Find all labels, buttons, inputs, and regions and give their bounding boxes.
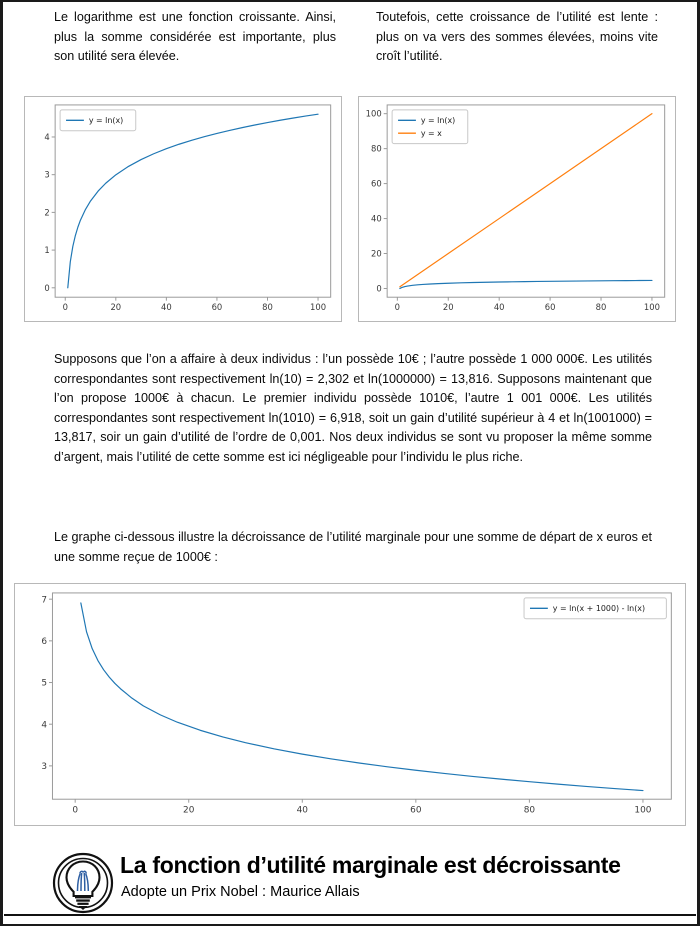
svg-text:y = ln(x): y = ln(x) [420,116,456,126]
svg-text:80: 80 [595,302,607,313]
svg-text:40: 40 [296,805,308,816]
paragraph-top-left: Le logarithme est une fonction croissante. Ainsi, plus la somme considérée est importante, plus son utilité sera élevée. [54,10,336,63]
paragraph-body-1: Supposons que l’on a affaire à deux individus : l’un possède 10€ ; l’autre possède 1 000 000€. Les utilités correspondantes sont respectivement ln(10) = 2,302 et ln(1000000) = 13,816. Supposons maintenant que l’on propose 1000€ à chacun. Le premier individu possède 1010€, l’autre 1 001 000€. Les utilités correspondantes sont respectivement ln(1010) = 6,918, soit un gain d’utilité supérieur à 4 et ln(1001000) = 13,817, soir un gain d’utilité de l’ordre de 0,001. Nos deux individus se sont vu proposer la même somme d’argent, mais l’utilité de cette somme est ici négligeable pour l’individu le plus riche. [54,352,652,464]
chart-ln-x-vs-x-svg [359,97,675,321]
footer-subtitle: Adopte un Prix Nobel : Maurice Allais [121,884,360,900]
svg-text:80: 80 [523,805,536,816]
svg-text:60: 60 [371,178,382,189]
chart-marginal-utility [14,583,686,826]
svg-text:20: 20 [442,302,454,313]
svg-text:5: 5 [41,678,48,689]
svg-text:0: 0 [44,282,50,293]
paragraph-body-2: Le graphe ci-dessous illustre la décroissance de l’utilité marginale pour une somme de départ de x euros et une somme reçue de 1000€ : [54,530,652,564]
svg-text:3: 3 [41,762,48,773]
svg-text:60: 60 [410,805,422,816]
svg-text:80: 80 [262,302,273,313]
svg-text:y = ln(x + 1000) - ln(x): y = ln(x + 1000) - ln(x) [552,604,646,614]
svg-text:0: 0 [72,805,79,816]
chart-ln-x [24,96,342,322]
svg-text:0: 0 [394,302,401,313]
svg-text:100: 100 [365,108,382,119]
svg-text:y = x: y = x [420,129,442,139]
lightbulb-in-circle-icon [52,852,114,914]
svg-text:2: 2 [44,207,50,218]
svg-text:3: 3 [44,169,50,180]
paragraph-top-right: Toutefois, cette croissance de l’utilité est lente : plus on va vers des sommes élevées, moins vite croît l’utilité. [376,10,658,63]
svg-text:0: 0 [62,302,68,313]
footer-title: La fonction d’utilité marginale est décroissante [120,852,621,878]
svg-text:0: 0 [376,283,382,294]
chart-ln-x-svg [25,97,341,321]
svg-text:20: 20 [110,302,122,313]
svg-text:4: 4 [44,132,50,143]
svg-text:6: 6 [41,637,48,648]
svg-text:60: 60 [544,302,556,313]
svg-text:60: 60 [211,302,223,313]
chart-ln-x-vs-x [358,96,676,322]
svg-text:y = ln(x): y = ln(x) [88,116,124,126]
svg-text:40: 40 [371,213,382,224]
svg-text:7: 7 [41,595,48,606]
svg-text:100: 100 [310,302,327,313]
svg-text:40: 40 [161,302,172,313]
footer-divider [4,914,696,916]
svg-text:1: 1 [44,245,50,256]
svg-text:80: 80 [371,143,382,154]
svg-text:100: 100 [643,302,660,313]
svg-text:20: 20 [371,248,382,259]
svg-text:40: 40 [493,302,505,313]
svg-text:100: 100 [634,805,652,816]
chart-marginal-utility-svg [15,584,685,825]
svg-text:20: 20 [183,805,195,816]
svg-text:4: 4 [41,720,48,731]
footer [0,846,700,926]
